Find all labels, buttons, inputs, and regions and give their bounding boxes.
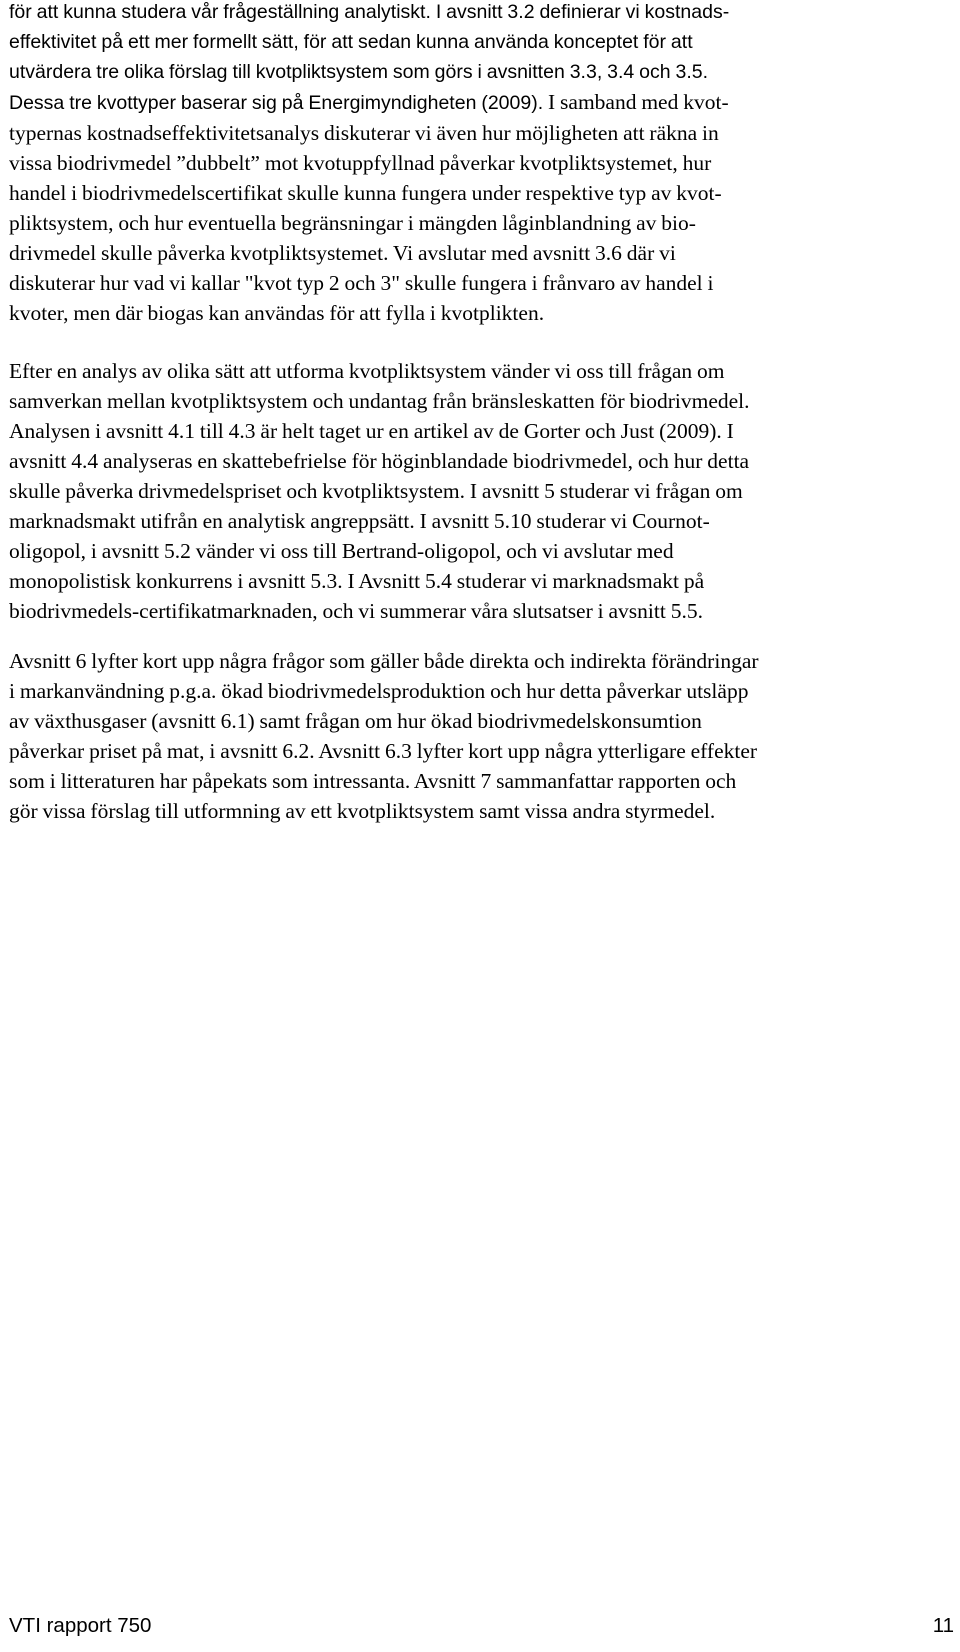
text-line: i markanvändning p.g.a. ökad biodrivmedelsproduktion och hur detta påverkar utsläpp xyxy=(9,679,749,703)
text-line: oligopol, i avsnitt 5.2 vänder vi oss till Bertrand-oligopol, och vi avslutar med xyxy=(9,539,674,563)
page-footer xyxy=(9,1611,954,1641)
text-line: drivmedel skulle påverka kvotpliktsystemet. Vi avslutar med avsnitt 3.6 där vi xyxy=(9,241,676,265)
text-line-mixed xyxy=(9,87,954,118)
text-line: handel i biodrivmedelscertifikat skulle kunna fungera under respektive typ av kvot- xyxy=(9,181,722,205)
text-line: påverkar priset på mat, i avsnitt 6.2. Avsnitt 6.3 lyfter kort upp några ytterligare effekter xyxy=(9,739,758,763)
text-line: pliktsystem, och hur eventuella begränsningar i mängden låginblandning av bio- xyxy=(9,211,696,235)
text-line: biodrivmedels-certifikatmarknaden, och vi summerar våra slutsatser i avsnitt 5.5. xyxy=(9,599,703,623)
text-line: skulle påverka drivmedelspriset och kvotpliktsystem. I avsnitt 5 studerar vi frågan om xyxy=(9,479,743,503)
text-line: Efter en analys av olika sätt att utforma kvotpliktsystem vänder vi oss till frågan om xyxy=(9,359,725,383)
text-line: Avsnitt 6 lyfter kort upp några frågor som gäller både direkta och indirekta förändringar xyxy=(9,649,759,673)
text-line: för att kunna studera vår frågeställning analytiskt. I avsnitt 3.2 definierar vi kostnads- xyxy=(9,1,730,23)
text-line: kvoter, men där biogas kan användas för att fylla i kvotplikten. xyxy=(9,301,545,325)
text-segment-sans: Dessa tre kvottyper baserar sig på Energimyndigheten (2009). xyxy=(9,92,544,114)
paragraph-1 xyxy=(9,0,954,328)
text-line: samverkan mellan kvotpliktsystem och undantag från bränsleskatten för biodrivmedel. xyxy=(9,389,750,413)
text-line: avsnitt 4.4 analyseras en skattebefrielse för höginblandade biodrivmedel, och hur detta xyxy=(9,449,750,473)
page-number: 11 xyxy=(932,1614,954,1637)
paragraph-3 xyxy=(9,646,954,826)
text-line: vissa biodrivmedel ”dubbelt” mot kvotuppfyllnad påverkar kvotpliktsystemet, hur xyxy=(9,151,712,175)
text-line: Analysen i avsnitt 4.1 till 4.3 är helt taget ur en artikel av de Gorter och Just (2009). I xyxy=(9,419,734,443)
text-line: effektivitet på ett mer formellt sätt, för att sedan kunna använda konceptet för att xyxy=(9,31,693,53)
text-line: typernas kostnadseffektivitetsanalys diskuterar vi även hur möjligheten att räkna in xyxy=(9,121,719,145)
text-line: som i litteraturen har påpekats som intressanta. Avsnitt 7 sammanfattar rapporten och xyxy=(9,769,737,793)
text-line: utvärdera tre olika förslag till kvotpliktsystem som görs i avsnitten 3.3, 3.4 och 3.5. xyxy=(9,61,709,83)
text-segment-serif: I samband med kvot- xyxy=(543,90,729,114)
report-label: VTI rapport 750 xyxy=(9,1614,152,1637)
paragraph-2 xyxy=(9,356,954,626)
text-line: marknadsmakt utifrån en analytisk angreppsätt. I avsnitt 5.10 studerar vi Cournot- xyxy=(9,509,710,533)
text-line: diskuterar hur vad vi kallar "kvot typ 2 och 3" skulle fungera i frånvaro av handel i xyxy=(9,271,714,295)
text-line: av växthusgaser (avsnitt 6.1) samt frågan om hur ökad biodrivmedelskonsumtion xyxy=(9,709,702,733)
text-line: monopolistisk konkurrens i avsnitt 5.3. I Avsnitt 5.4 studerar vi marknadsmakt på xyxy=(9,569,705,593)
text-line: gör vissa förslag till utformning av ett kvotpliktsystem samt vissa andra styrmedel. xyxy=(9,799,716,823)
